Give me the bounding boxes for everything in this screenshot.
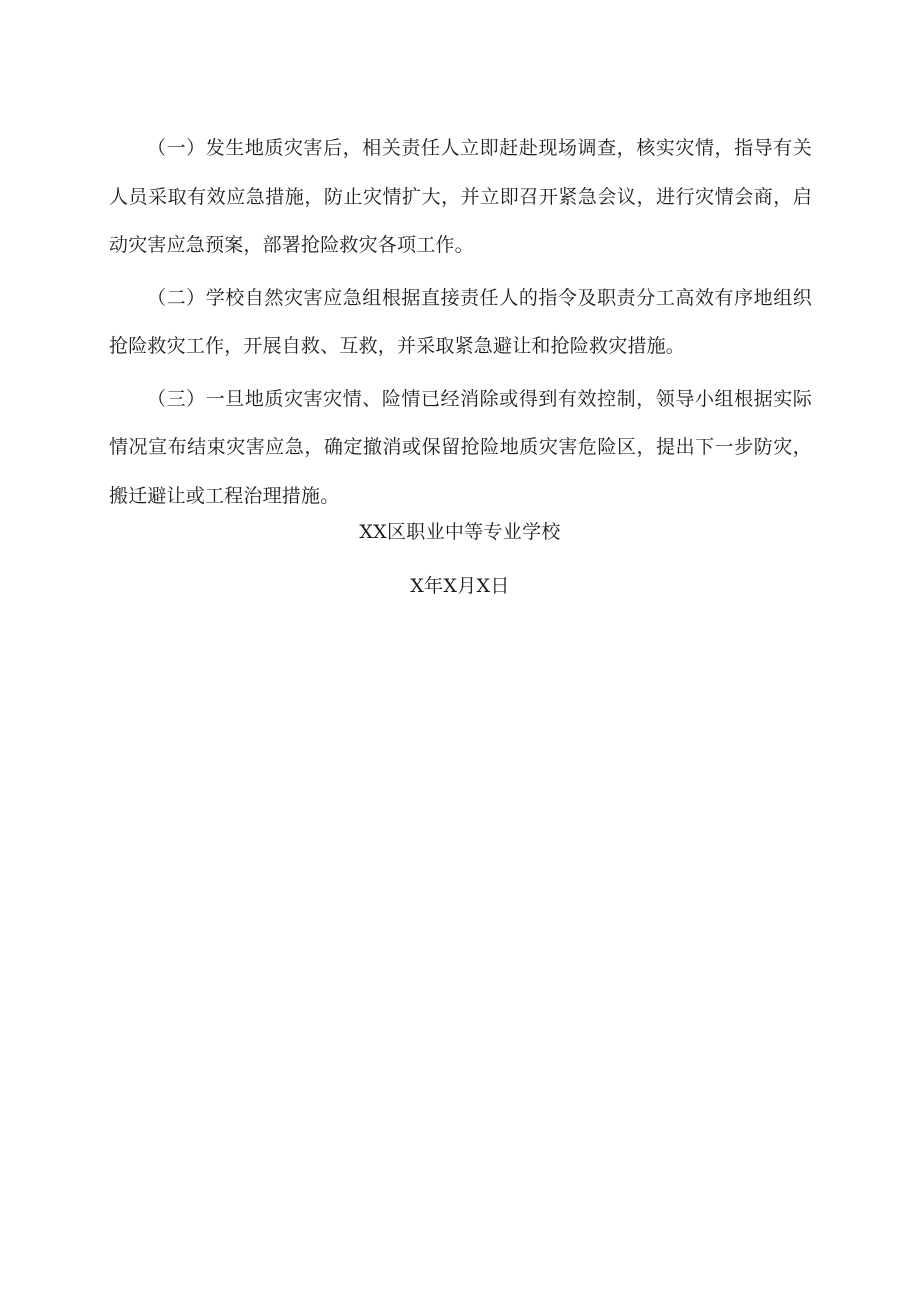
paragraph-2: （二）学校自然灾害应急组根据直接责任人的指令及职责分工高效有序地组织抢险救灾工作，开展自救、互救，并采取紧急避让和抢险救灾措施。: [109, 286, 812, 357]
signature-date: X年X月X日: [410, 575, 510, 597]
signature-organization: XX区职业中等专业学校: [359, 521, 561, 543]
paragraph-1: （一）发生地质灾害后，相关责任人立即赶赴现场调查，核实灾情，指导有关人员采取有效应急措施，防止灾情扩大，并立即召开紧急会议，进行灾情会商，启动灾害应急预案，部署抢险救灾各项工作。: [109, 137, 812, 256]
paragraph-3: （三）一旦地质灾害灾情、险情已经消除或得到有效控制，领导小组根据实际情况宣布结束灾害应急，确定撤消或保留抢险地质灾害危险区，提出下一步防灾，搬迁避让或工程治理措施。: [109, 387, 812, 507]
document-body: [109, 124, 812, 524]
